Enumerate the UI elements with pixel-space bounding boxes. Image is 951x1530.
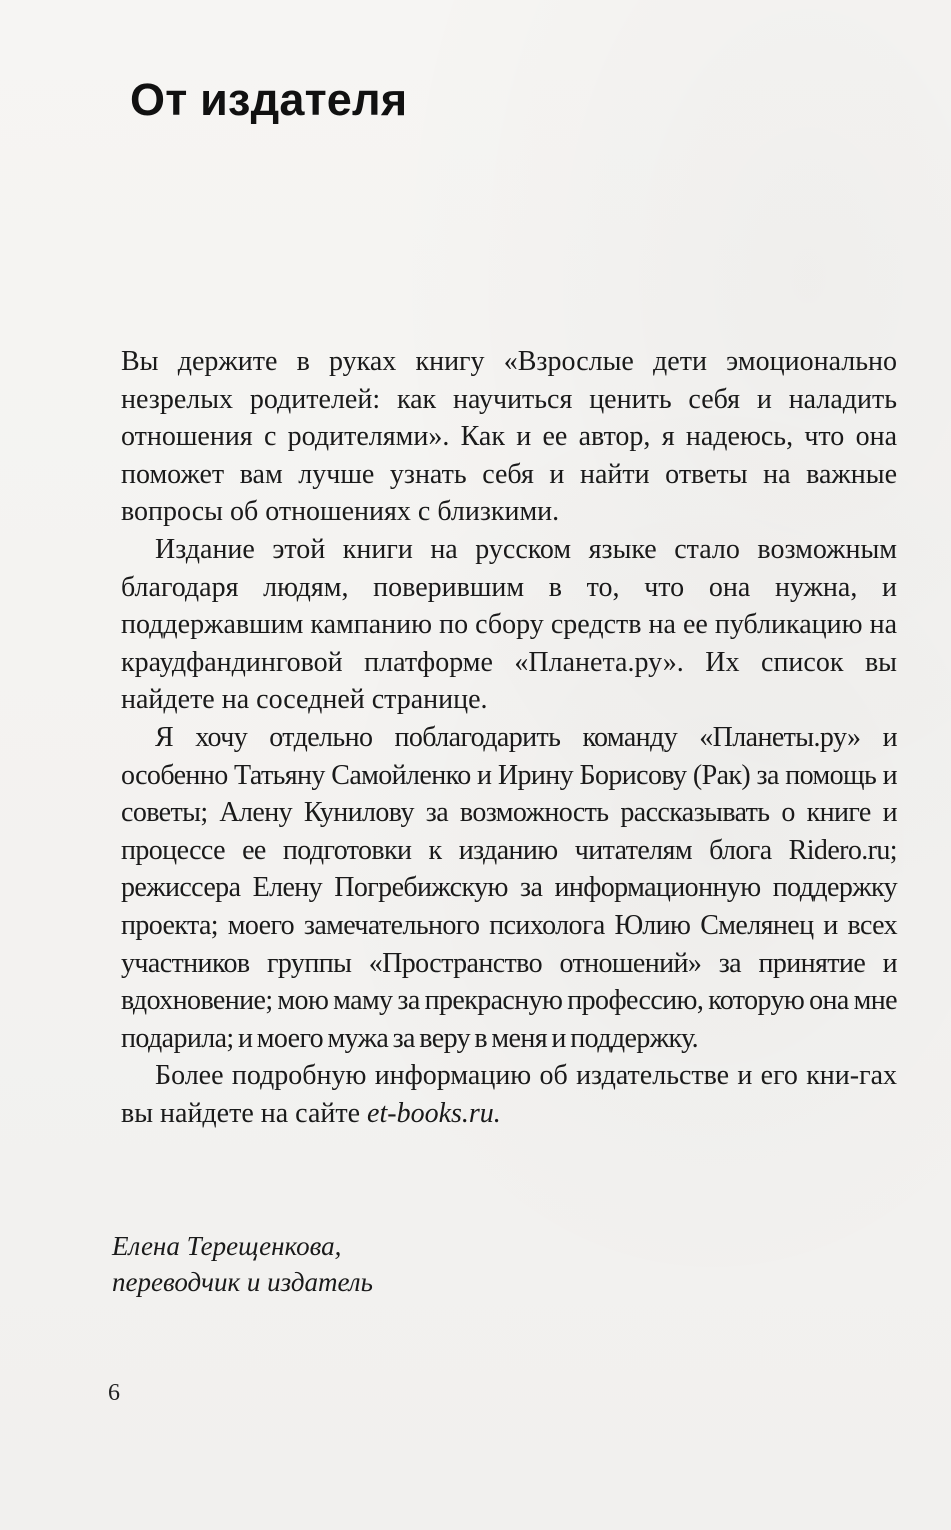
signature-name: Елена Терещенкова, [112, 1231, 342, 1261]
signature-role: переводчик и издатель [112, 1267, 373, 1297]
paragraph-intro: Вы держите в руках книгу «Взрослые дети эмоционально незрелых родителей: как научиться ценить себя и наладить отношения с родителями». Как и ее автор, я надеюсь, что она поможет вам лучше узнать себя и найти ответы на важные вопросы об отношениях с близкими. [121, 346, 897, 528]
signature [112, 1228, 373, 1300]
page-title: От издателя [130, 74, 408, 125]
body-text [121, 343, 897, 1132]
website-link[interactable]: et-books.ru. [367, 1097, 501, 1129]
paragraph-more-info [121, 1057, 897, 1132]
page-number: 6 [108, 1380, 120, 1406]
more-info-text: Более подробную информацию об издательстве и его кни-гах вы найдете на сайте [121, 1060, 897, 1129]
paragraph-crowdfunding: Издание этой книги на русском языке стало возможным благодаря людям, поверившим в то, что она нужна, и поддержавшим кампанию по сбору средств на ее публикацию на краудфандинговой платформе «Планета.ру». Их список вы найдете на соседней странице. [121, 533, 897, 716]
paragraph-thanks: Я хочу отдельно поблагодарить команду «Планеты.ру» и особенно Татьяну Самойленко и Ирину Борисову (Рак) за помощь и советы; Алену Кунилову за возможность рассказывать о книге и процессе ее подготовки к изданию читателям блога Ridero.ru; режиссера Елену Погребижскую за информационную поддержку проекта; моего замечательного психолога Юлию Смелянец и всех участников группы «Пространство отношений» за принятие и вдохновение; мою маму за прекрасную профессию, которую она мне подарила; и моего мужа за веру в меня и поддержку. [121, 721, 897, 1054]
